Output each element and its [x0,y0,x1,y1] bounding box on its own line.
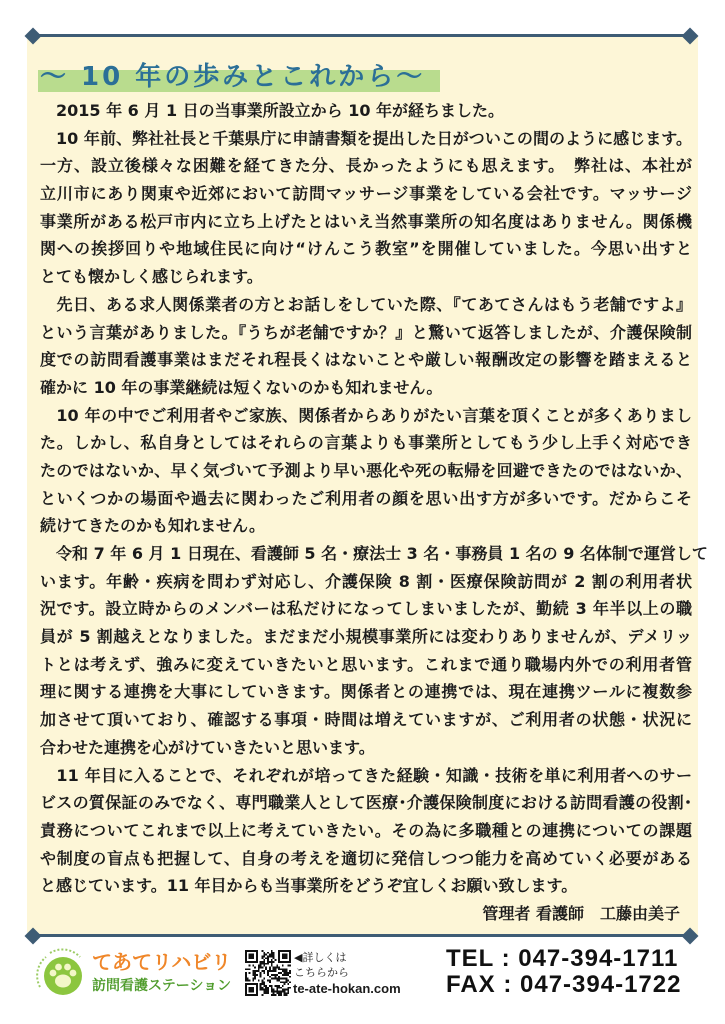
body-line: 令和 7 年 6 月 1 日現在、看護師 5 名・療法士 3 名・事務員 1 名の 9 名体制で運営して [40,544,708,563]
brand-subtitle: 訪問看護ステーション [92,978,232,994]
body-line: 度での訪問看護事業はまだそれ程長くはないことや厳しい報酬改定の影響を踏まえると [40,350,692,370]
article-body [40,97,708,928]
qr-code-icon [245,950,291,996]
body-line: と感じています。11 年目からも当事業所をどうぞ宜しくお願い致します。 [40,876,578,896]
body-line: た。しかし、私自身としてはそれらの言葉よりも事業所としてもう少し上手く対応でき [40,433,692,453]
body-line: とても懐かしく感じられます。 [40,267,263,287]
body-line: 責務についてこれまで以上に考えていきたい。その為に多職種との連携についての課題 [40,820,692,840]
body-line: 先日、ある求人関係業者の方とお話しをしていた際、『てあてさんはもう老舗ですよ』 [40,294,692,314]
page-title: ～ 10 年の歩みとこれから～ [40,62,426,92]
body-line: 一方、設立後様々な困難を経てきた分、長かったようにも思えます。 弊社は、本社が [40,156,692,176]
body-line: 員が 5 割越えとなりました。まだまだ小規模事業所には変わりありませんが、デメリッ [40,627,692,647]
qr-caption-line2: こちらから [294,966,349,979]
top-divider [33,34,690,37]
body-line: といくつかの場面や過去に関わったご利用者の顔を思い出す方が多いです。だからこそ [40,488,692,508]
body-line: 事業所がある松戸市内に立ち上げたとはいえ当然事業所の知名度はありません。関係機 [40,211,692,231]
body-line: という言葉がありました。『うちが老舗ですか？』と驚いて返答しましたが、介護保険制 [40,322,692,342]
body-line: 確かに 10 年の事業継続は短くないのかも知れません。 [40,377,443,397]
body-line: ビスの質保証のみでなく、専門職業人として医療･介護保険制度における訪問看護の役割･ [40,793,692,813]
qr-caption-line1: ◀詳しくは [294,951,347,964]
body-line: や制度の盲点も把握して、自身の考えを適切に発信しつつ能力を高めていく必要がある [40,848,692,868]
body-line: 合わせた連携を心がけていきたいと思います。 [40,737,375,757]
body-line: トとは考えず、強みに変えていきたいと思います。これまで通り職場内外での利用者管 [40,654,692,674]
author-signature: 管理者 看護師 工藤由美子 [482,903,680,923]
body-line: 続けてきたのかも知れません。 [40,516,265,536]
body-line: 10 年の中でご利用者やご家族、関係者からありがたい言葉を頂くことが多くありまし [40,405,692,425]
body-line: 況です。設立時からのメンバーは私だけになってしまいましたが、勤続 3 年半以上の職 [40,599,692,619]
phone-number: TEL : 047-394-1711 [446,945,679,972]
body-line: 関への挨拶回りや地域住民に向け“けんこう教室”を開催していました。今思い出すと [40,239,692,259]
body-line: 2015 年 6 月 1 日の当事業所設立から 10 年が経ちました。 [40,101,505,120]
brand-name: てあてリハビリ [92,950,232,974]
bottom-divider [33,934,690,937]
body-line: 理に関する連携を大事にしていきます。関係者との連携では、現在連携ツールに複数参 [40,682,692,702]
body-line: 11 年目に入ることで、それぞれが培ってきた経験・知識・技術を単に利用者へのサー [40,765,692,785]
body-line: 10 年前、弊社社長と千葉県庁に申請書類を提出した日がついこの間のように感じます。 [40,128,692,148]
fax-number: FAX : 047-394-1722 [446,971,682,998]
body-line: 加させて頂いており、確認する事項・時間は増えていますが、ご利用者の状態・状況に [40,710,692,730]
body-line: たのではないか、早く気づいて予測より早い悪化や死の転帰を回避できたのではないか、 [40,460,692,480]
paw-logo-icon [34,947,90,1001]
website-url: te-ate-hokan.com [293,981,401,996]
body-line: います。年齢・疾病を問わず対応し、介護保険 8 割・医療保険訪問が 2 割の利用者状 [40,571,692,591]
body-line: 立川市にあり関東や近郊において訪問マッサージ事業をしている会社です。マッサージ [40,184,692,204]
